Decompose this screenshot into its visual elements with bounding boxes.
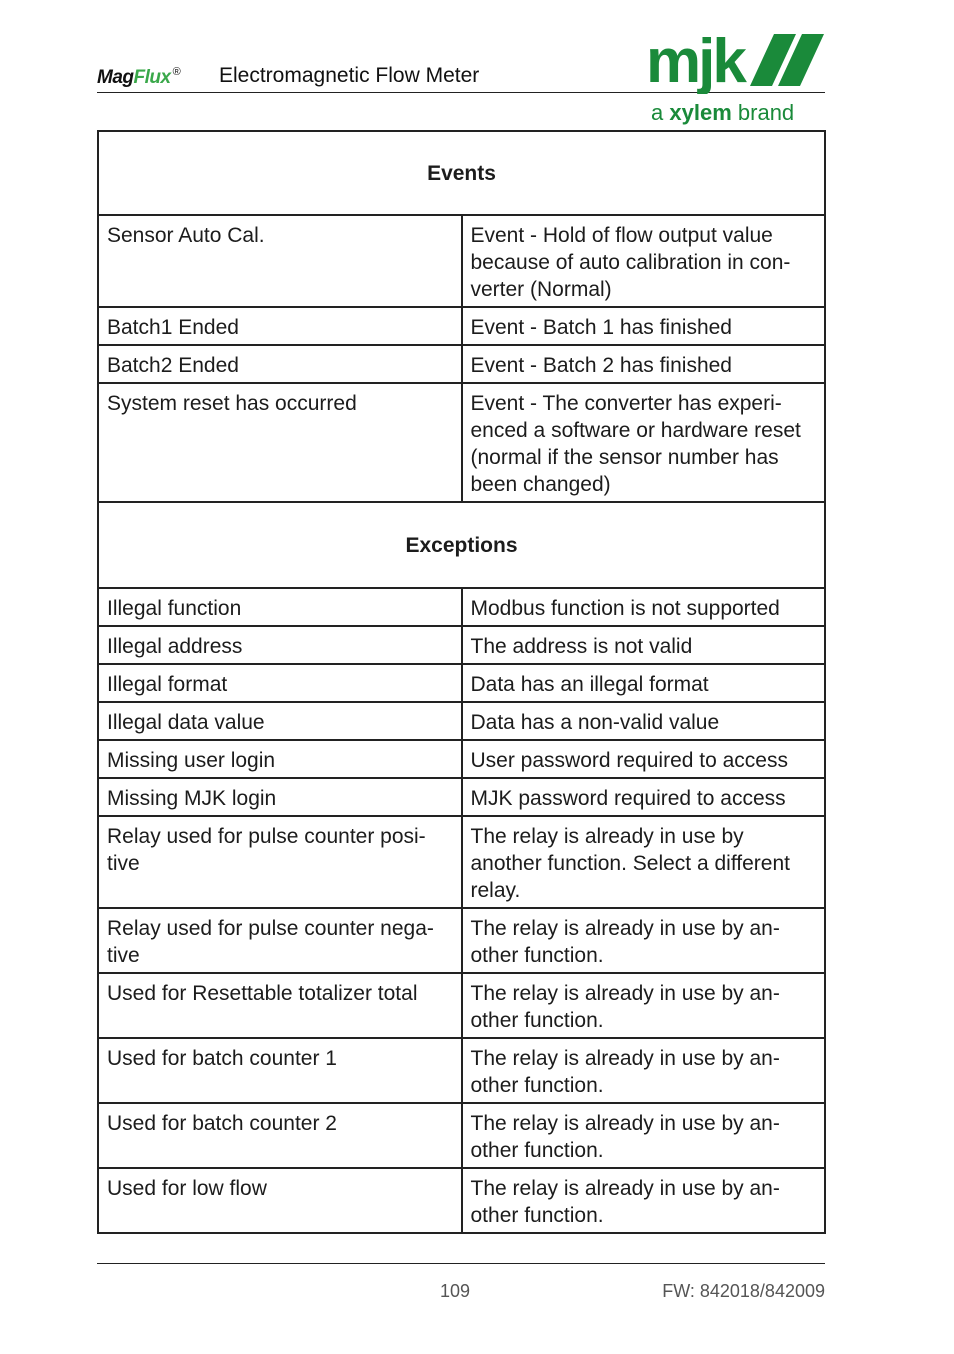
table-cell-name: Illegal data value: [98, 702, 462, 740]
footer-divider: [97, 1263, 825, 1264]
table-cell-description: The relay is already in use by an-other function.: [462, 1038, 826, 1103]
table-row: [98, 588, 825, 626]
table-cell-name: Sensor Auto Cal.: [98, 215, 462, 307]
table-cell-description: Data has a non-valid value: [462, 702, 826, 740]
tagline-xylem: xylem: [669, 100, 732, 125]
table-cell-description: The relay is already in use by an-other function.: [462, 973, 826, 1038]
table-row: [98, 1168, 825, 1233]
section-heading: Events: [98, 131, 825, 215]
brand-mag-text: Mag: [97, 67, 134, 88]
firmware-label: FW: 842018/842009: [662, 1281, 825, 1301]
tagline-suffix: brand: [737, 100, 795, 125]
table-cell-name: System reset has occurred: [98, 383, 462, 502]
table-cell-name: Missing user login: [98, 740, 462, 778]
table-row: [98, 215, 825, 307]
table-cell-name: Used for batch counter 2: [98, 1103, 462, 1168]
table-row: [98, 740, 825, 778]
table-cell-name: Batch1 Ended: [98, 307, 462, 345]
table-row: [98, 908, 825, 973]
table-cell-name: Missing MJK login: [98, 778, 462, 816]
magflux-brand: [97, 66, 180, 89]
registered-mark: ®: [172, 66, 181, 78]
xylem-tagline: [651, 100, 794, 126]
mjk-logo-wordmark: mjk: [646, 32, 744, 94]
table-row: [98, 1038, 825, 1103]
table-cell-name: Illegal format: [98, 664, 462, 702]
table-cell-description: Event - Batch 2 has finished: [462, 345, 826, 383]
table-row: [98, 345, 825, 383]
table-cell-name: Used for low flow: [98, 1168, 462, 1233]
table-cell-name: Illegal function: [98, 588, 462, 626]
table-cell-description: MJK password required to access: [462, 778, 826, 816]
section-heading: Exceptions: [98, 502, 825, 588]
brand-flux-text: Flux: [133, 67, 171, 88]
document-title: Electromagnetic Flow Meter: [219, 64, 480, 87]
table-cell-description: User password required to access: [462, 740, 826, 778]
table-cell-description: Event - The converter has experi-enced a software or hardware reset (normal if the sensor number has been changed): [462, 383, 826, 502]
table-cell-description: Data has an illegal format: [462, 664, 826, 702]
table-cell-name: Relay used for pulse counter nega-tive: [98, 908, 462, 973]
table-row: [98, 778, 825, 816]
table-row: [98, 816, 825, 908]
table-cell-description: The relay is already in use by an-other function.: [462, 908, 826, 973]
mjk-logo: [646, 32, 826, 94]
table-cell-description: Event - Batch 1 has finished: [462, 307, 826, 345]
section-header-row: [98, 502, 825, 588]
table-cell-description: Event - Hold of flow output value because of auto calibration in con-verter (Normal): [462, 215, 826, 307]
events-exceptions-table: [97, 130, 826, 1234]
tagline-prefix: a: [651, 100, 664, 125]
table-row: [98, 626, 825, 664]
section-header-row: [98, 131, 825, 215]
table-cell-description: Modbus function is not supported: [462, 588, 826, 626]
table-row: [98, 973, 825, 1038]
table-cell-description: The address is not valid: [462, 626, 826, 664]
table-row: [98, 1103, 825, 1168]
table-cell-description: The relay is already in use by an-other function.: [462, 1168, 826, 1233]
table-row: [98, 383, 825, 502]
table-cell-description: The relay is already in use by an-other function.: [462, 1103, 826, 1168]
page-number: 109: [440, 1281, 471, 1301]
table-cell-name: Illegal address: [98, 626, 462, 664]
table-cell-name: Used for batch counter 1: [98, 1038, 462, 1103]
table-cell-name: Relay used for pulse counter posi-tive: [98, 816, 462, 908]
table-cell-name: Used for Resettable totalizer total: [98, 973, 462, 1038]
table-cell-description: The relay is already in use by another function. Select a different relay.: [462, 816, 826, 908]
table-cell-name: Batch2 Ended: [98, 345, 462, 383]
table-row: [98, 664, 825, 702]
table-row: [98, 702, 825, 740]
table-row: [98, 307, 825, 345]
